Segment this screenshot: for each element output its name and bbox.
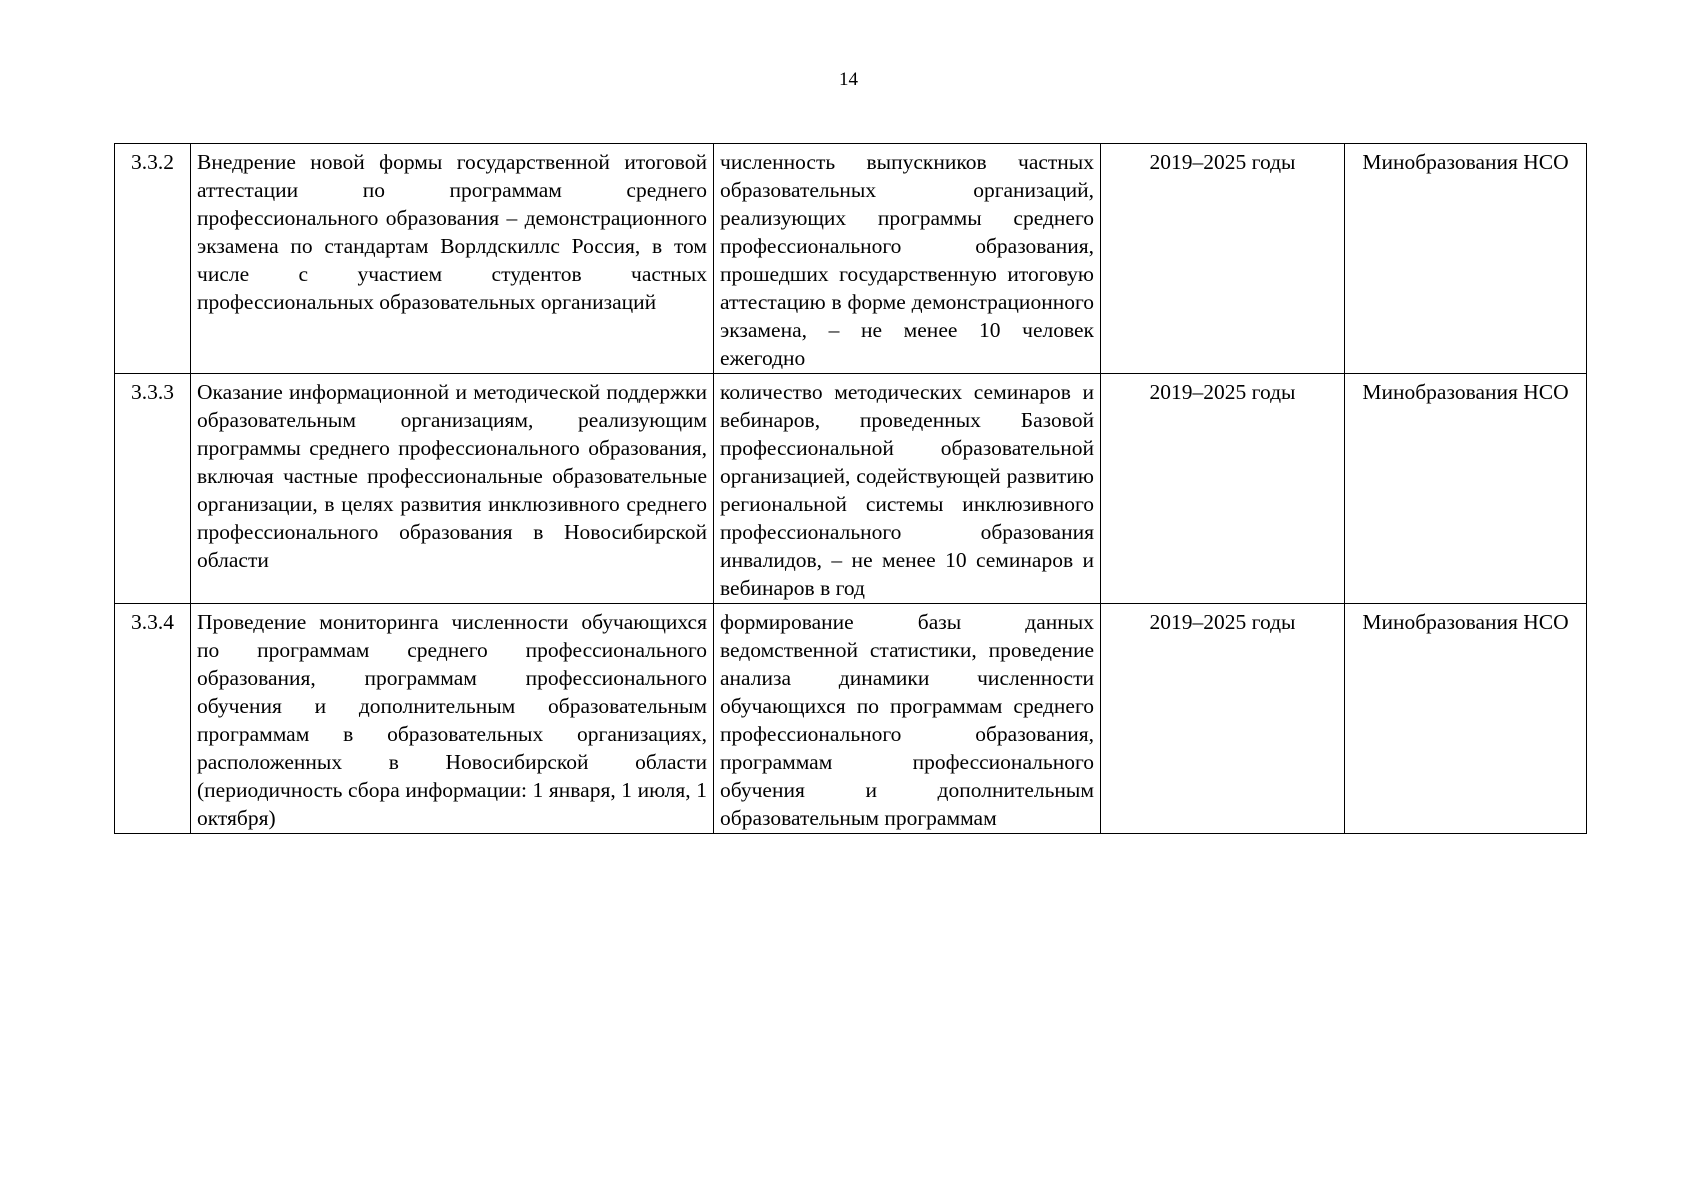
responsible-executor: Минобразования НСО [1345, 144, 1587, 374]
implementation-period: 2019–2025 годы [1101, 604, 1345, 834]
event-description: Внедрение новой формы государственной итоговой аттестации по программам среднего профессионального образования – демонстрационного экзамена по стандартам Ворлдскиллс Россия, в том числе с участием студентов частных профессиональных образовательных организаций [191, 144, 714, 374]
page-number: 14 [839, 69, 858, 90]
implementation-period: 2019–2025 годы [1101, 374, 1345, 604]
target-indicator: формирование базы данных ведомственной статистики, проведение анализа динамики численности обучающихся по программам среднего профессионального образования, программам профессионального обучения и дополнительным образовательным программам [714, 604, 1101, 834]
target-indicator: количество методических семинаров и вебинаров, проведенных Базовой профессиональной образовательной организацией, содействующей развитию региональной системы инклюзивного профессионального образования инвалидов, – не менее 10 семинаров и вебинаров в год [714, 374, 1101, 604]
responsible-executor: Минобразования НСО [1345, 374, 1587, 604]
target-indicator: численность выпускников частных образовательных организаций, реализующих программы среднего профессионального образования, прошедших государственную итоговую аттестацию в форме демонстрационного экзамена, – не менее 10 человек ежегодно [714, 144, 1101, 374]
responsible-executor: Минобразования НСО [1345, 604, 1587, 834]
event-description: Проведение мониторинга численности обучающихся по программам среднего профессионального образования, программам профессионального обучения и дополнительным образовательным программам в образовательных организациях, расположенных в Новосибирской области (периодичность сбора информации: 1 января, 1 июля, 1 октября) [191, 604, 714, 834]
item-number: 3.3.2 [115, 144, 191, 374]
event-description: Оказание информационной и методической поддержки образовательным организациям, реализующим программы среднего профессионального образования, включая частные профессиональные образовательные организации, в целях развития инклюзивного среднего профессионального образования в Новосибирской области [191, 374, 714, 604]
item-number: 3.3.3 [115, 374, 191, 604]
table-row [115, 604, 1587, 834]
table-row [115, 374, 1587, 604]
action-plan-table [114, 143, 1587, 834]
implementation-period: 2019–2025 годы [1101, 144, 1345, 374]
table-row [115, 144, 1587, 374]
item-number: 3.3.4 [115, 604, 191, 834]
